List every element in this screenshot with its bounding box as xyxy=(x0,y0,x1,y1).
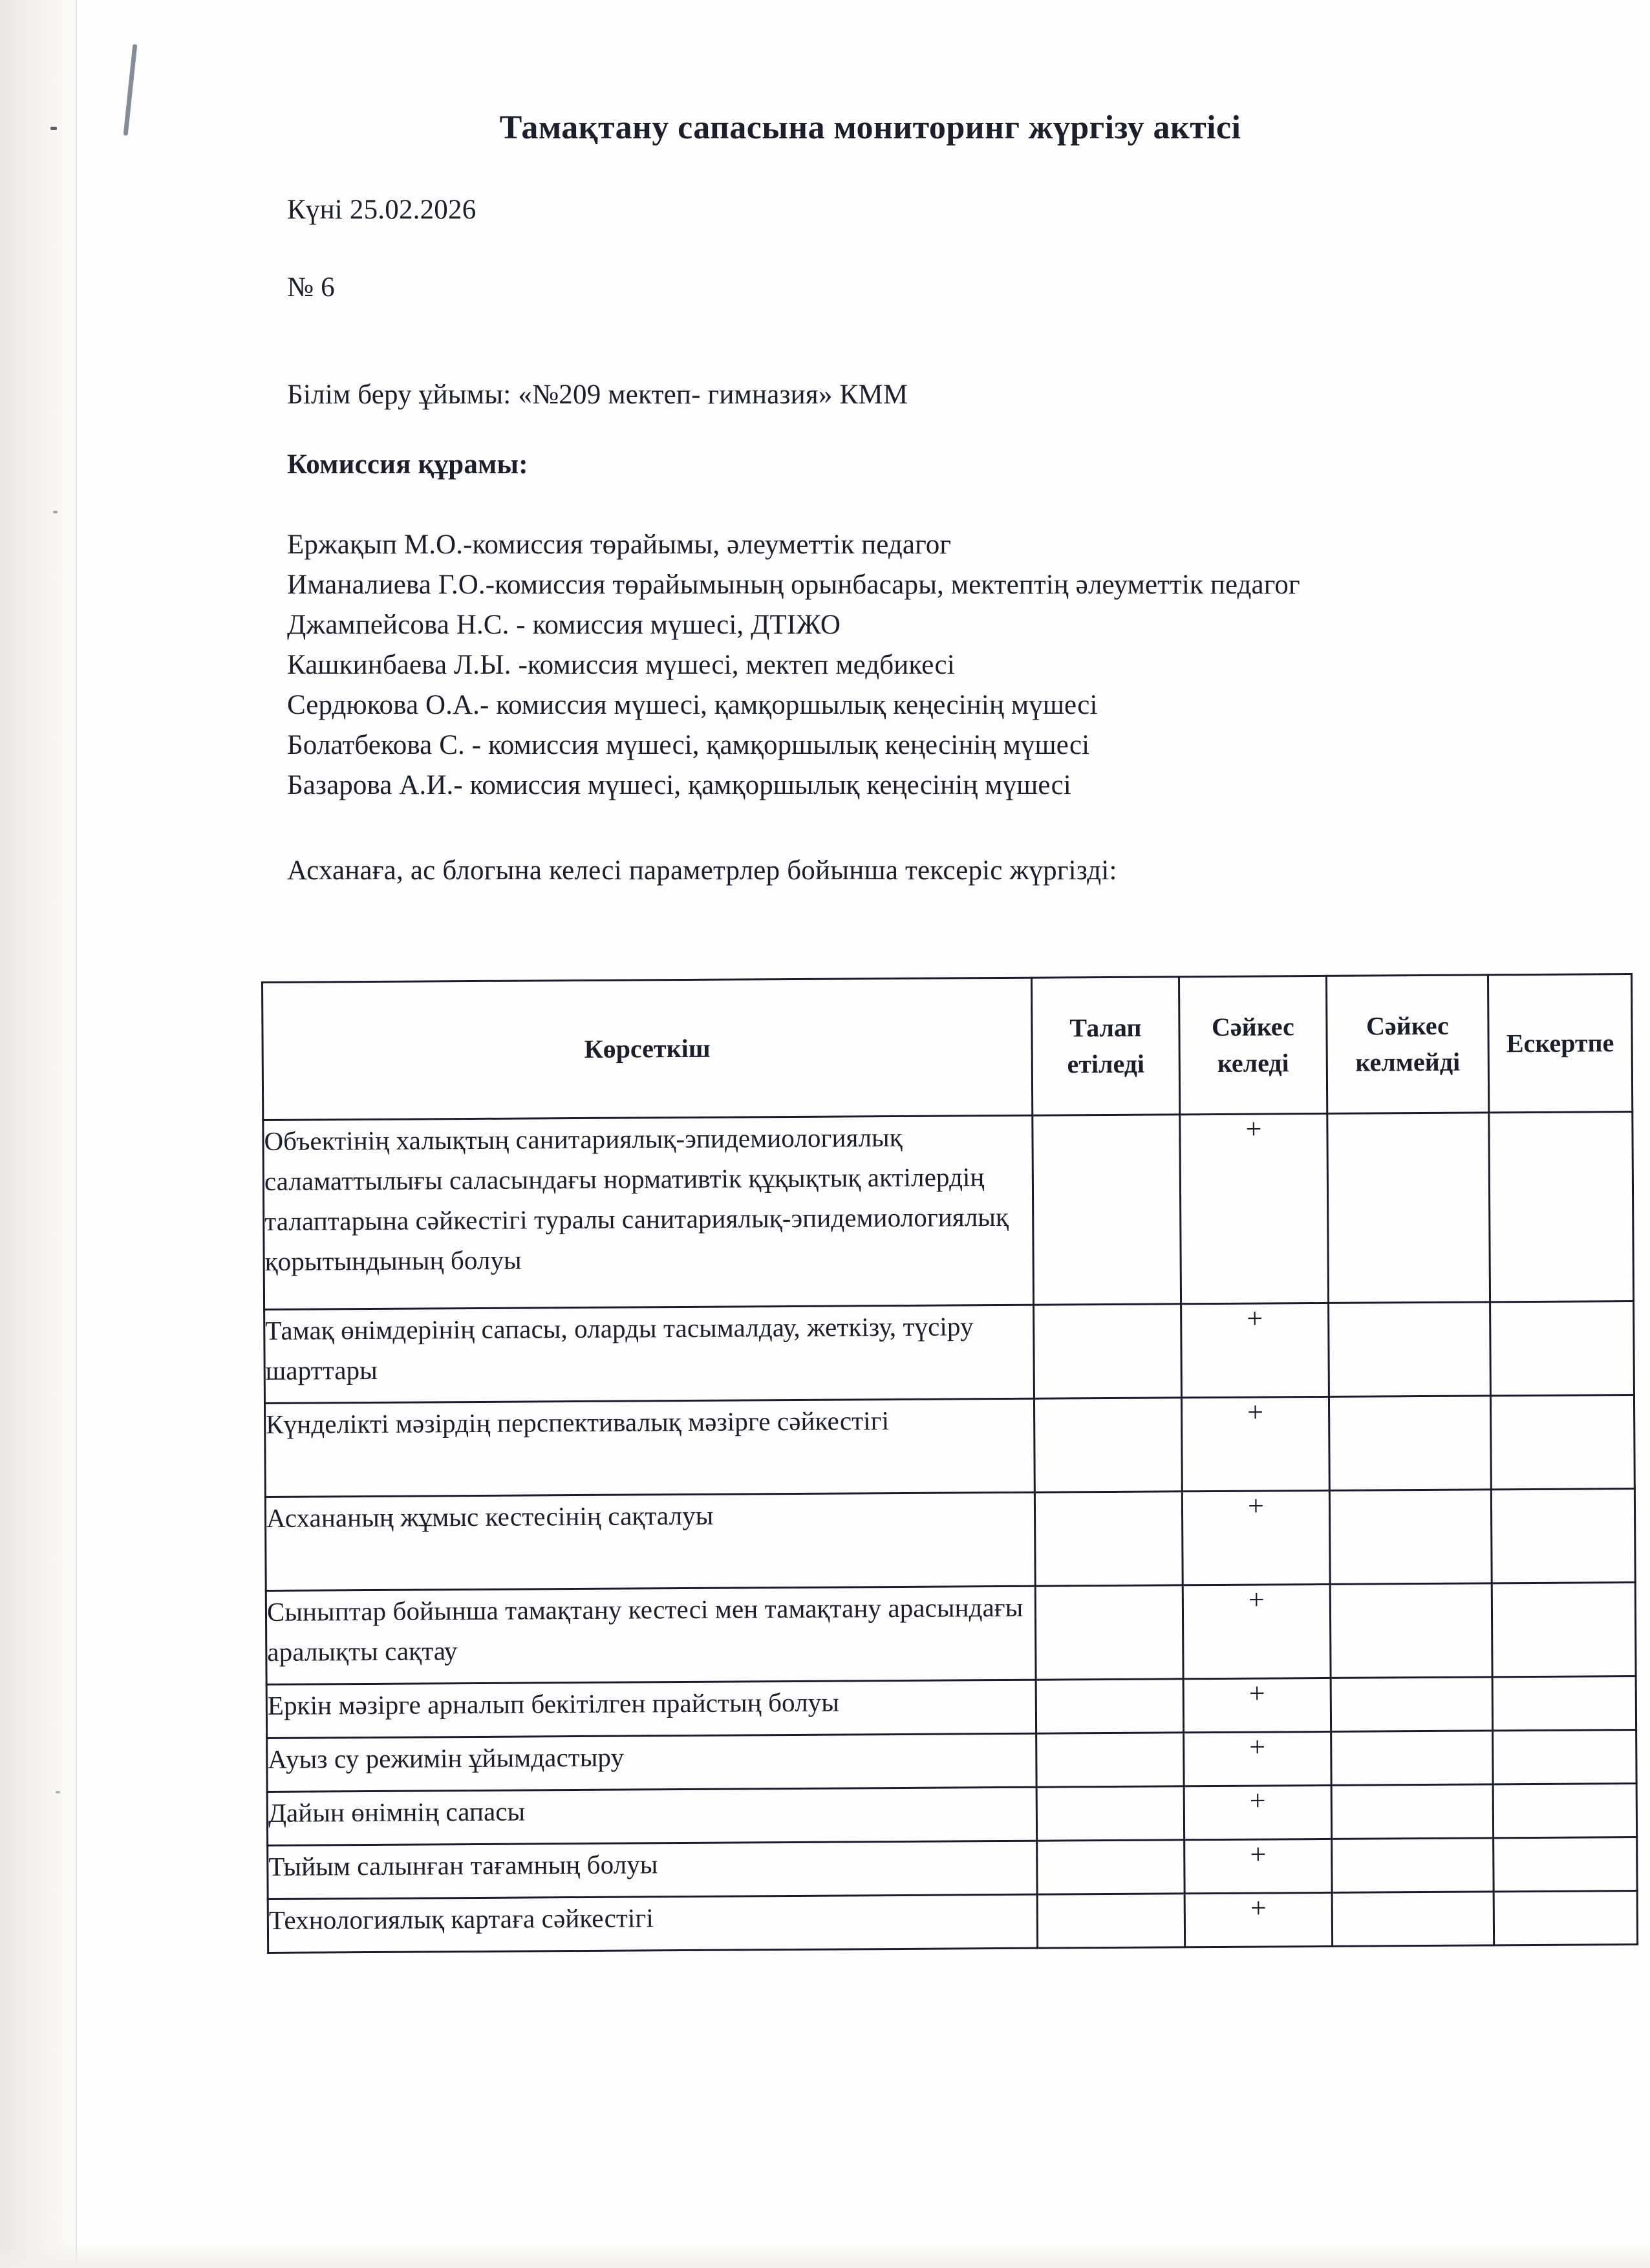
column-header-required: Талап етіледі xyxy=(1031,977,1179,1115)
table-row xyxy=(265,1489,1635,1591)
commission-member: Ержақып М.О.-комиссия төрайымы, әлеуметтік педагог xyxy=(287,530,952,560)
document-date: Күні 25.02.2026 xyxy=(287,195,477,225)
scan-bottom-edge-shadow xyxy=(0,2242,1650,2268)
cell-conforms[interactable]: + xyxy=(1184,1892,1333,1947)
cell-conforms[interactable]: + xyxy=(1181,1396,1329,1491)
cell-note[interactable] xyxy=(1492,1583,1636,1677)
inspection-table xyxy=(261,973,1638,1954)
cell-required[interactable] xyxy=(1035,1585,1183,1680)
organization-name: Білім беру ұйымы: «№209 мектеп- гимназия» КММ xyxy=(287,380,908,410)
cell-required[interactable] xyxy=(1034,1492,1183,1586)
cell-indicator: Күнделікті мәзірдің перспективалық мәзірге сәйкестігі xyxy=(264,1398,1034,1497)
cell-note[interactable] xyxy=(1494,1891,1638,1945)
cell-not-conforms[interactable] xyxy=(1332,1838,1494,1893)
cell-not-conforms[interactable] xyxy=(1332,1892,1494,1947)
document-number: № 6 xyxy=(287,272,335,303)
inspection-intro-text: Асханаға, ас блогына келесі параметрлер бойынша тексеріс жүргізді: xyxy=(287,855,1117,886)
cell-conforms[interactable]: + xyxy=(1182,1490,1330,1585)
table-row xyxy=(264,1395,1634,1497)
cell-required[interactable] xyxy=(1033,1115,1181,1305)
column-header-note: Ескертпе xyxy=(1488,974,1632,1113)
cell-not-conforms[interactable] xyxy=(1331,1677,1493,1732)
cell-note[interactable] xyxy=(1491,1489,1635,1583)
cell-not-conforms[interactable] xyxy=(1327,1113,1490,1303)
cell-indicator: Асхананың жұмыс кестесінің сақталуы xyxy=(265,1492,1035,1590)
cell-required[interactable] xyxy=(1034,1398,1182,1492)
cell-note[interactable] xyxy=(1494,1837,1638,1892)
cell-not-conforms[interactable] xyxy=(1331,1784,1494,1839)
table-header-row xyxy=(262,974,1633,1120)
cell-indicator: Тамақ өнімдерінің сапасы, оларды тасымалдау, жеткізу, түсіру шарттары xyxy=(264,1305,1034,1403)
cell-note[interactable] xyxy=(1490,1301,1634,1396)
cell-conforms[interactable]: + xyxy=(1184,1731,1332,1786)
cell-conforms[interactable]: + xyxy=(1183,1584,1331,1678)
page-title: Тамақтану сапасына мониторинг жүргізу актісі xyxy=(499,109,1241,146)
table-row xyxy=(264,1301,1634,1404)
table-row xyxy=(266,1676,1636,1738)
cell-indicator: Технологиялық картаға сәйкестігі xyxy=(268,1894,1037,1952)
table-body xyxy=(263,1112,1638,1953)
commission-member: Иманалиева Г.О.-комиссия төрайымының орынбасары, мектептің әлеуметтік педагог xyxy=(287,570,1300,600)
cell-indicator: Тыйым салынған тағамның болуы xyxy=(268,1841,1037,1899)
cell-required[interactable] xyxy=(1036,1679,1184,1733)
cell-indicator: Дайын өнімнің сапасы xyxy=(267,1787,1036,1845)
scan-left-edge-line xyxy=(76,0,77,2268)
cell-required[interactable] xyxy=(1036,1733,1184,1787)
cell-conforms[interactable]: + xyxy=(1184,1785,1332,1839)
cell-indicator: Объектінің халықтың санитариялық-эпидемиологиялық саламаттылығы саласындағы нормативтік құқықтық актілердің талаптарына сәйкестігі туралы санитариялық-эпидемиологиялық қорытындының болуы xyxy=(263,1115,1034,1309)
cell-required[interactable] xyxy=(1034,1304,1182,1398)
table-row xyxy=(263,1112,1634,1310)
cell-note[interactable] xyxy=(1493,1730,1637,1784)
cell-not-conforms[interactable] xyxy=(1329,1490,1492,1585)
commission-heading: Комиссия құрамы: xyxy=(287,449,528,480)
commission-member: Болатбекова С. - комиссия мүшесі, қамқоршылық кеңесінің мүшесі xyxy=(287,730,1090,760)
table-row xyxy=(267,1730,1636,1792)
cell-conforms[interactable]: + xyxy=(1181,1303,1329,1397)
column-header-conforms: Сәйкес келеді xyxy=(1179,976,1327,1114)
cell-conforms[interactable]: + xyxy=(1183,1678,1331,1732)
scan-speck xyxy=(53,511,58,513)
commission-member: Кашкинбаева Л.Ы. -комиссия мүшесі, мектеп медбикесі xyxy=(287,650,955,680)
table-row xyxy=(266,1583,1636,1685)
cell-conforms[interactable]: + xyxy=(1184,1839,1333,1893)
cell-note[interactable] xyxy=(1492,1676,1636,1731)
cell-note[interactable] xyxy=(1490,1395,1634,1490)
cell-required[interactable] xyxy=(1036,1786,1184,1841)
commission-member: Сердюкова О.А.- комиссия мүшесі, қамқоршылық кеңесінің мүшесі xyxy=(287,690,1098,720)
cell-not-conforms[interactable] xyxy=(1331,1731,1494,1786)
cell-indicator: Еркін мәзірге арналып бекітілген прайстың болуы xyxy=(266,1680,1036,1738)
cell-indicator: Ауыз су режимін ұйымдастыру xyxy=(267,1733,1036,1792)
cell-not-conforms[interactable] xyxy=(1330,1583,1492,1678)
column-header-indicator: Көрсеткіш xyxy=(262,978,1033,1120)
cell-required[interactable] xyxy=(1037,1894,1185,1948)
cell-not-conforms[interactable] xyxy=(1329,1396,1491,1491)
table-row xyxy=(268,1837,1637,1899)
column-header-not-conforms: Сәйкес келмейді xyxy=(1326,975,1488,1114)
cell-note[interactable] xyxy=(1493,1784,1637,1838)
commission-member: Джампейсова Н.С. - комиссия мүшесі, ДТІЖО xyxy=(287,610,841,640)
commission-member: Базарова А.И.- комиссия мүшесі, қамқоршылық кеңесінің мүшесі xyxy=(287,770,1071,800)
table-row xyxy=(267,1784,1636,1846)
scan-left-edge-shadow xyxy=(0,0,76,2268)
cell-not-conforms[interactable] xyxy=(1329,1302,1491,1397)
commission-member-list xyxy=(287,525,1580,806)
cell-conforms[interactable]: + xyxy=(1180,1113,1329,1303)
cell-required[interactable] xyxy=(1037,1840,1185,1894)
cell-note[interactable] xyxy=(1489,1112,1634,1302)
table-row xyxy=(268,1891,1637,1953)
scan-speck xyxy=(56,1791,60,1793)
cell-indicator: Сыныптар бойынша тамақтану кестесі мен тамақтану арасындағы аралықты сақтау xyxy=(266,1586,1036,1684)
